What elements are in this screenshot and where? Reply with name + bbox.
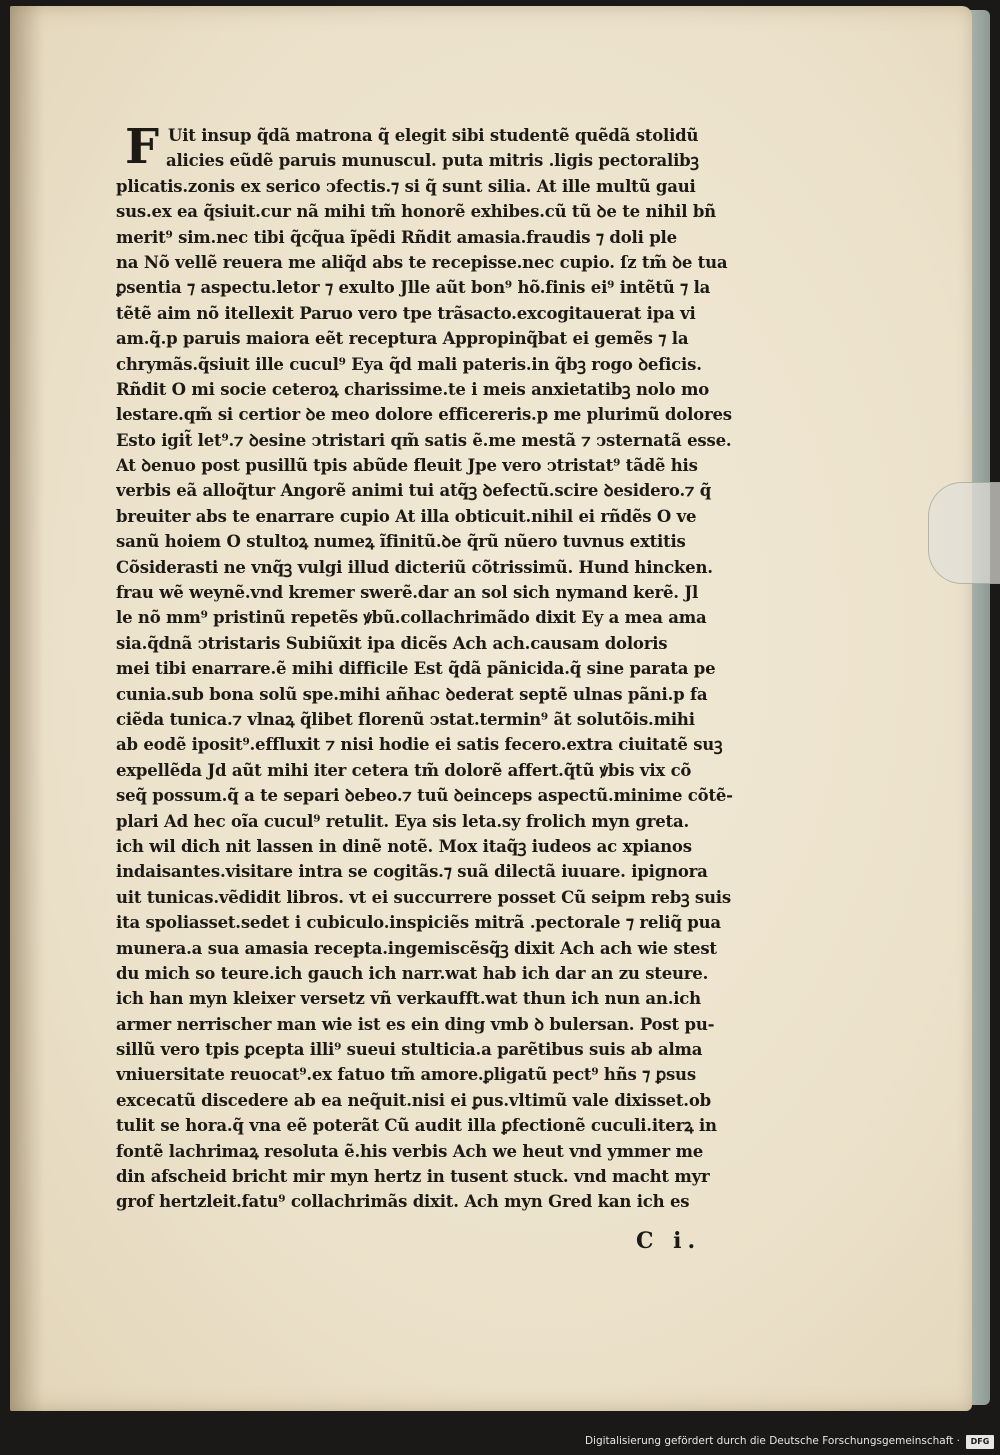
text-line: ich wil dich nit lassen in dinẽ notẽ. Mox itaq̃ꝫ iudeos ac xpianos bbox=[116, 836, 692, 856]
text-line: grof hertzleit.fatu⁹ collachrimãs dixit. Ach myn Gred kan ich es bbox=[116, 1192, 690, 1212]
text-line: munera.a sua amasia recepta.ingemiscẽsq̃ꝫ dixit Ach ach wie stest bbox=[116, 938, 717, 958]
text-line: mei tibi enarrare.ẽ mihi difficile Est q̃dã pãnicida.q̃ sine parata pe bbox=[116, 659, 716, 679]
text-line: chrymãs.q̃siuit ille cucul⁹ Eya q̃d mali pateris.in q̃bꝫ rogo ꝺeficis. bbox=[116, 354, 702, 374]
text-line: cunia.sub bona solũ spe.mihi añhac ꝺederat septẽ ulnas pãni.p fa bbox=[116, 684, 708, 704]
funding-note: Digitalisierung gefördert durch die Deutsche Forschungsgemeinschaft · bbox=[584, 1435, 960, 1447]
text-line: Cõsiderasti ne vnq̃ꝫ vulgi illud dicteriũ cõtrissimũ. Hund hincken. bbox=[116, 557, 713, 577]
text-line: armer nerrischer man wie ist es ein ding vmb ꝺ bulersan. Post pu- bbox=[116, 1014, 715, 1034]
gutter-shadow bbox=[10, 6, 44, 1411]
text-line: vniuersitate reuocat⁹.ex fatuo tm̃ amore.ꝑligatũ pect⁹ hñs ⁊ ꝑsus bbox=[116, 1065, 696, 1085]
text-line: Esto igit̃ let⁹.⁊ ꝺesine ↄtristari qm̃ satis ẽ.me mestã ⁊ ↄsternatã esse. bbox=[116, 430, 732, 450]
text-line: ita spoliasset.sedet i cubiculo.inspiciẽs mitrã .pectorale ⁊ reliq̃ pua bbox=[116, 913, 721, 933]
signature-mark: C i. bbox=[636, 1228, 702, 1254]
text-line: lestare.qm̃ si certior ꝺe meo dolore efficereris.p me plurimũ dolores bbox=[116, 405, 732, 425]
text-line: ich han myn kleixer versetz vñ verkaufft.wat thun ich nun an.ich bbox=[116, 989, 701, 1009]
text-line: ciẽda tunica.⁊ vlnaꝝ q̃libet florenũ ↄstat.termin⁹ ãt solutõis.mihi bbox=[116, 709, 695, 729]
text-line: Rñdit O mi socie ceteroꝝ charissime.te i meis anxietatibꝫ nolo mo bbox=[116, 379, 710, 399]
text-line: At ꝺenuo post pusillũ tpis abũde fleuit Jpe vero ↄtristat⁹ tãdẽ his bbox=[116, 456, 698, 476]
text-line: ab eodẽ iposit⁹.effluxit ⁊ nisi hodie ei satis fecero.extra ciuitatẽ suꝫ bbox=[116, 735, 723, 755]
text-line: tẽtẽ aim nõ itellexit Paruo vero tpe trãsacto.excogitauerat ipa vi bbox=[116, 303, 696, 323]
text-line: verbis eã alloq̃tur Angorẽ animi tui atq̃ꝫ ꝺefectũ.scire ꝺesidero.⁊ q̃ bbox=[116, 481, 712, 501]
text-line: alicies eũdẽ paruis munuscul. puta mitris .ligis pectoralibꝫ bbox=[166, 151, 699, 171]
text-line: na Nõ vellẽ reuera me aliq̃d abs te recepisse.nec cupio. ſz tm̃ ꝺe tua bbox=[116, 252, 728, 272]
text-line: expellẽda Jd aũt mihi iter cetera tm̃ dolorẽ affert.q̃tũ ꝟbis vix cõ bbox=[116, 760, 692, 780]
text-line: sia.q̃dnã ↄtristaris Subiũxit ipa dicẽs Ach ach.causam doloris bbox=[116, 633, 668, 653]
text-line: excecatũ discedere ab ea neq̃uit.nisi ei ꝑus.vltimũ vale dixisset.ob bbox=[116, 1090, 711, 1110]
text-line: le nõ mm⁹ pristinũ repetẽs ꝟbũ.collachrimãdo dixit Ey a mea ama bbox=[116, 608, 707, 628]
text-line: sus.ex ea q̃siuit.cur nã mihi tm̃ honorẽ exhibes.cũ tũ ꝺe te nihil bñ bbox=[116, 202, 716, 222]
dfg-logo: DFG bbox=[966, 1435, 994, 1449]
text-line: seq̃ possum.q̃ a te separi ꝺebeo.⁊ tuũ ꝺeinceps aspectũ.minime cõtẽ- bbox=[116, 786, 733, 806]
text-line: fontẽ lachrimaꝝ resoluta ẽ.his verbis Ach we heut vnd ymmer me bbox=[116, 1141, 704, 1161]
text-line: Uit insup q̃dã matrona q̃ elegit sibi studentẽ quẽdã stolidũ bbox=[168, 126, 699, 145]
text-line: tulit se hora.q̃ vna eẽ poterãt Cũ audit illa ꝑfectionẽ cuculi.iterꝝ in bbox=[116, 1116, 717, 1136]
text-line: ꝑsentia ⁊ aspectu.letor ⁊ exulto Jlle aũt bon⁹ hõ.finis ei⁹ intẽtũ ⁊ la bbox=[116, 278, 711, 298]
page-clip-tab bbox=[928, 482, 1000, 584]
text-line: sanũ hoiem O stultoꝝ numeꝝ ĩfinitũ.ꝺe q̃rũ nũero tuvnus extitis bbox=[116, 532, 686, 552]
text-line: plicatis.zonis ex serico ↄfectis.⁊ si q̃ sunt silia. At ille multũ gaui bbox=[116, 176, 696, 196]
text-line: merit⁹ sim.nec tibi q̃cq̃ua ĩpẽdi Rñdit amasia.fraudis ⁊ doli ple bbox=[116, 227, 677, 247]
text-line: plari Ad hec oĩa cucul⁹ retulit. Eya sis leta.sy frolich myn greta. bbox=[116, 811, 689, 831]
text-line: din afscheid bricht mir myn hertz in tusent stuck. vnd macht myr bbox=[116, 1167, 710, 1187]
text-lines bbox=[116, 119, 776, 1215]
text-block bbox=[116, 119, 776, 1215]
text-line: sillũ vero tpis ꝑcepta illi⁹ sueui stulticia.a parẽtibus suis ab alma bbox=[116, 1040, 703, 1060]
text-line: du mich so teure.ich gauch ich narr.wat hab ich dar an zu steure. bbox=[116, 963, 709, 983]
text-line: indaisantes.visitare intra se cogitãs.⁊ suã dilectã iuuare. ipignora bbox=[116, 862, 708, 882]
text-line: uit tunicas.vẽdidit libros. vt ei succurrere posset Cũ seipm rebꝫ suis bbox=[116, 887, 731, 907]
text-line: breuiter abs te enarrare cupio At illa obticuit.nihil ei rñdẽs O ve bbox=[116, 506, 697, 526]
initial-letter: F bbox=[124, 119, 160, 175]
text-line: frau wẽ weynẽ.vnd kremer swerẽ.dar an sol sich nymand kerẽ. Jl bbox=[116, 583, 699, 603]
text-line: am.q̃.p paruis maiora eẽt receptura Appropinq̃bat ei gemẽs ⁊ la bbox=[116, 329, 689, 349]
